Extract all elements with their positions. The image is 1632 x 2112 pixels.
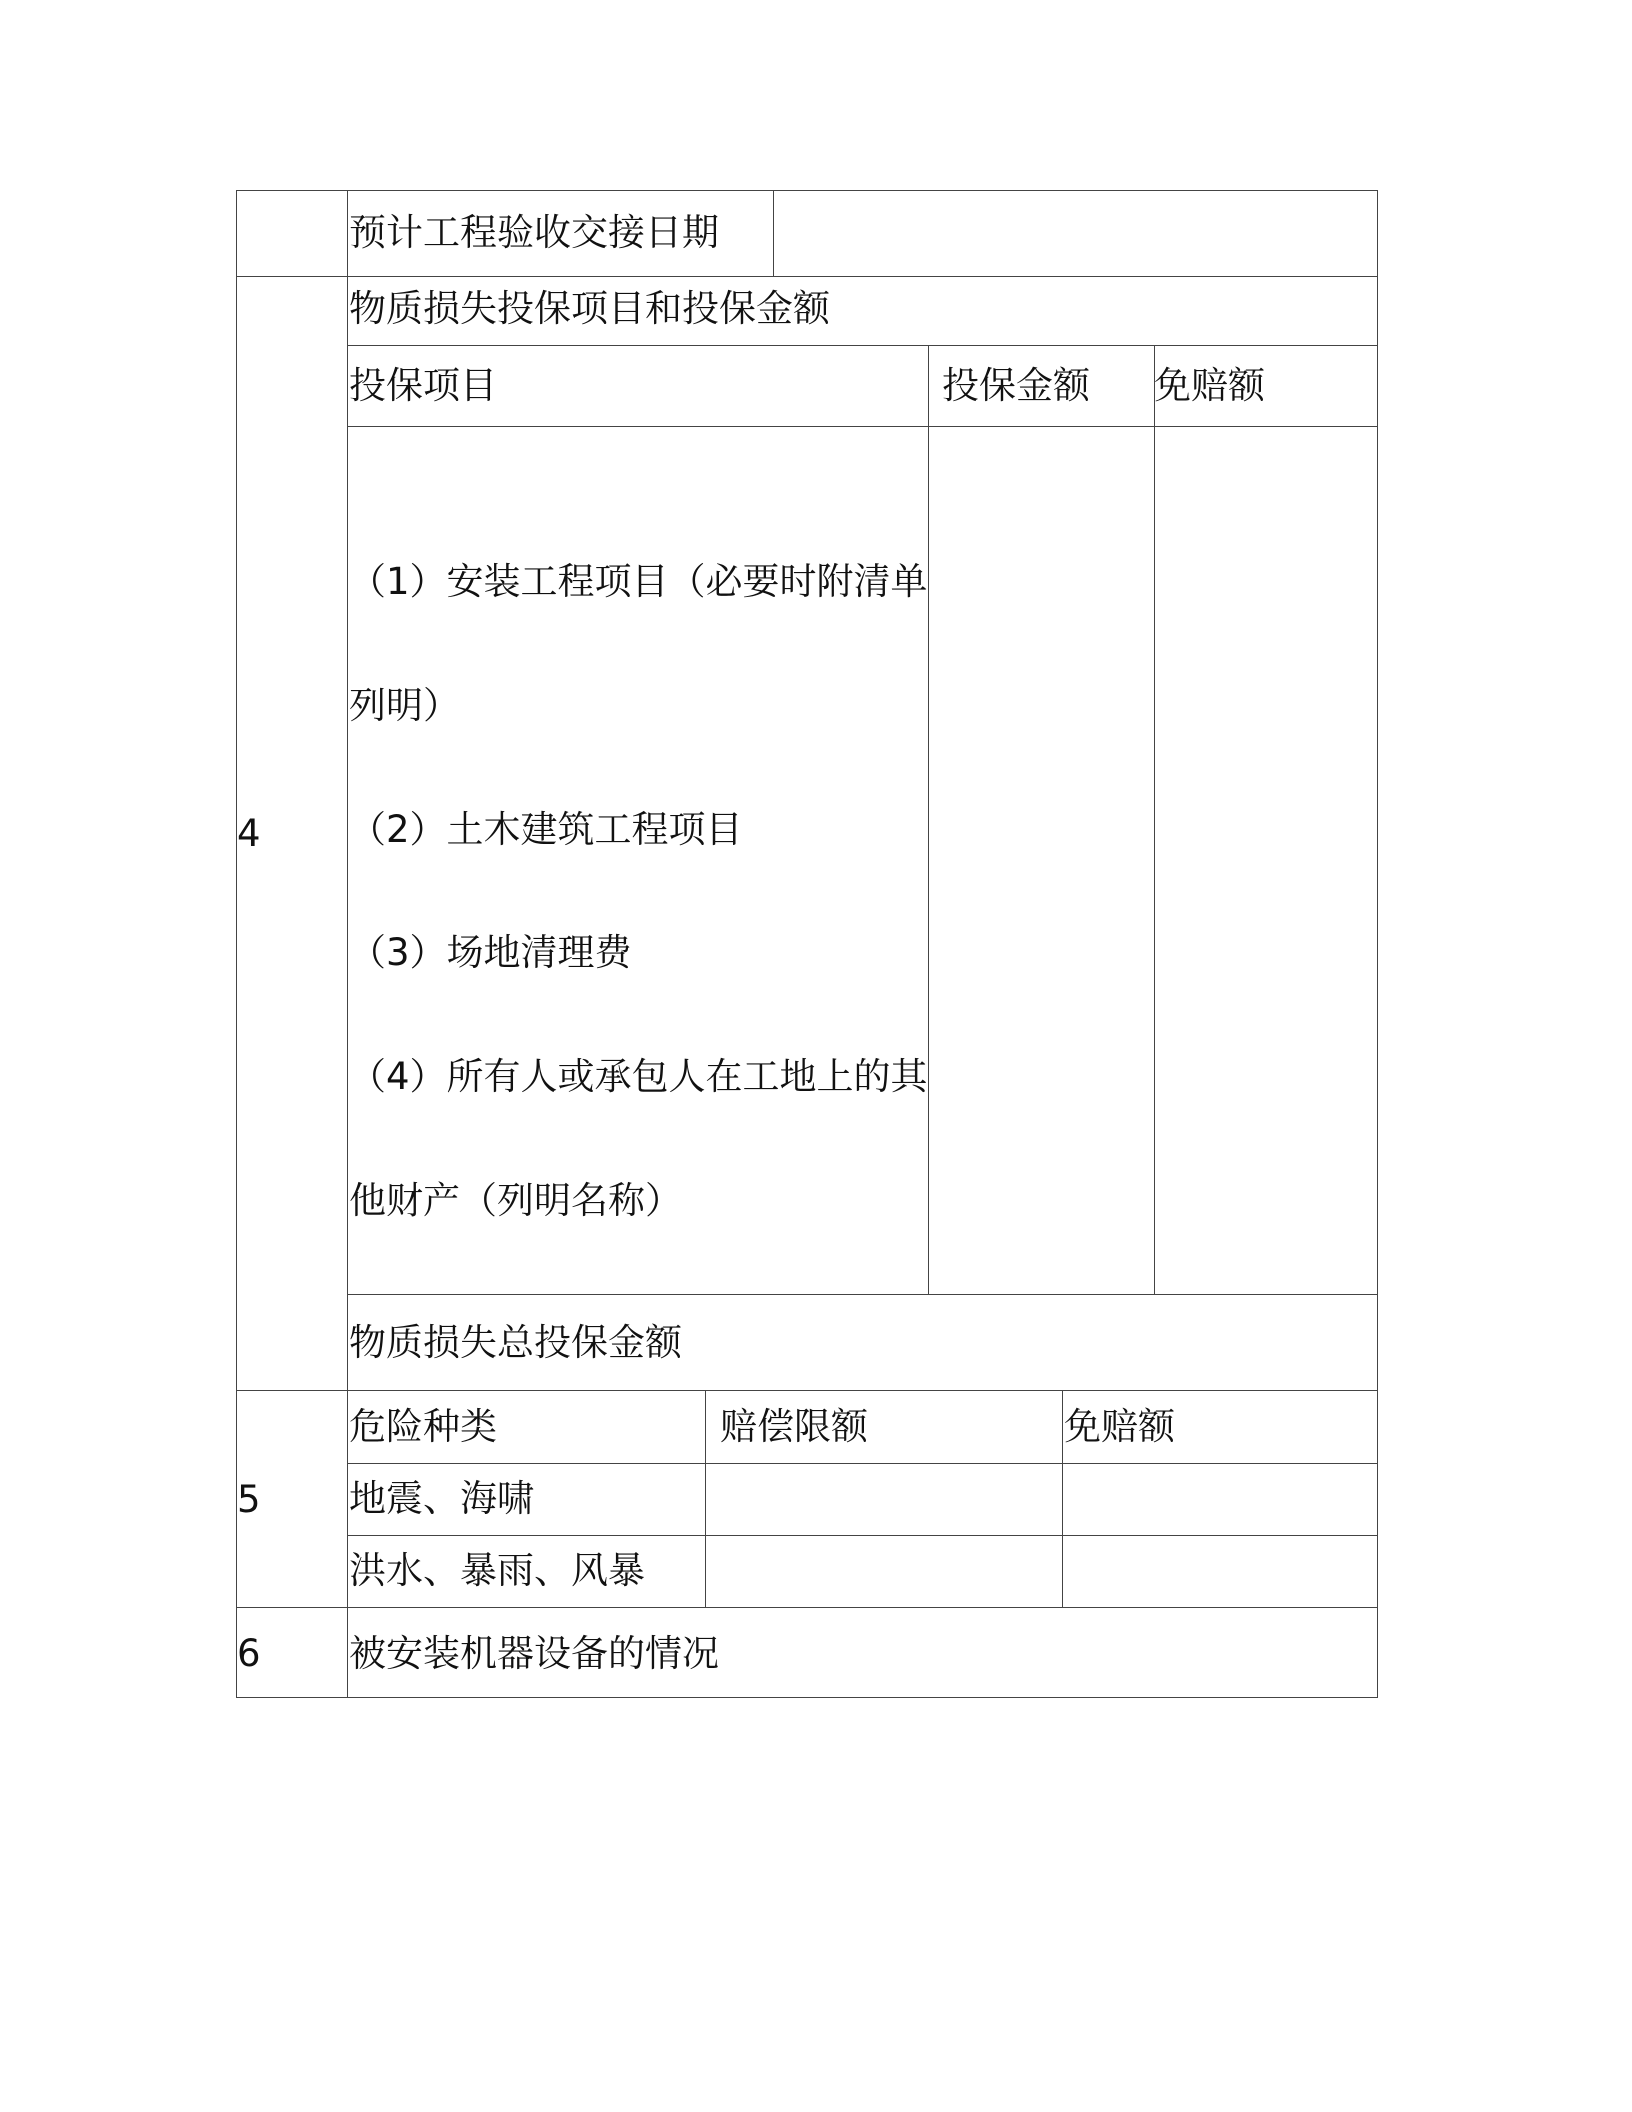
insured-item-line: （3）场地清理费 bbox=[349, 931, 632, 974]
acceptance-date-label: 预计工程验收交接日期 bbox=[349, 211, 719, 254]
column-divider bbox=[1062, 1390, 1063, 1607]
insured-amount-cell[interactable] bbox=[930, 427, 1152, 1292]
section-number-5: 5 bbox=[237, 1478, 261, 1521]
col-indemnity-limit: 赔偿限额 bbox=[720, 1405, 868, 1448]
section-number-4: 4 bbox=[237, 812, 261, 855]
deductible-cell[interactable] bbox=[1066, 1477, 1374, 1521]
equipment-condition-label: 被安装机器设备的情况 bbox=[349, 1632, 719, 1675]
insured-item-line: （2）土木建筑工程项目 bbox=[349, 808, 743, 851]
deductible-cell[interactable] bbox=[1156, 427, 1376, 1292]
deductible-cell[interactable] bbox=[1066, 1549, 1374, 1593]
row-divider bbox=[347, 1535, 1378, 1536]
indemnity-limit-cell[interactable] bbox=[710, 1549, 1058, 1593]
col-deductible: 免赔额 bbox=[1154, 364, 1265, 407]
row-divider bbox=[236, 276, 1378, 277]
insured-item-line: （4）所有人或承包人在工地上的其 bbox=[349, 1055, 928, 1098]
row-divider bbox=[347, 345, 1378, 346]
insured-item-line: （1）安装工程项目（必要时附清单 bbox=[349, 560, 928, 603]
col-insured-amount: 投保金额 bbox=[942, 364, 1090, 407]
column-divider bbox=[773, 190, 774, 276]
section-4-header: 物质损失投保项目和投保金额 bbox=[349, 287, 830, 330]
col-deductible: 免赔额 bbox=[1064, 1405, 1175, 1448]
col-insured-item: 投保项目 bbox=[349, 364, 497, 407]
acceptance-date-value[interactable] bbox=[780, 211, 1370, 255]
insured-item-line: 列明） bbox=[349, 684, 460, 727]
col-risk-type: 危险种类 bbox=[349, 1405, 497, 1448]
column-divider bbox=[1154, 345, 1155, 1294]
row-divider bbox=[347, 1294, 1378, 1295]
insured-item-line: 他财产（列明名称） bbox=[349, 1179, 682, 1222]
number-column-divider bbox=[347, 190, 348, 1698]
total-insured-label: 物质损失总投保金额 bbox=[349, 1321, 682, 1364]
risk-type-cell: 洪水、暴雨、风暴 bbox=[349, 1549, 645, 1592]
row-divider bbox=[347, 1463, 1378, 1464]
column-divider bbox=[705, 1390, 706, 1607]
indemnity-limit-cell[interactable] bbox=[710, 1477, 1058, 1521]
row-divider bbox=[236, 1390, 1378, 1391]
risk-type-cell: 地震、海啸 bbox=[349, 1477, 534, 1520]
section-number-6: 6 bbox=[237, 1632, 261, 1675]
row-divider bbox=[236, 1607, 1378, 1608]
column-divider bbox=[928, 345, 929, 1294]
